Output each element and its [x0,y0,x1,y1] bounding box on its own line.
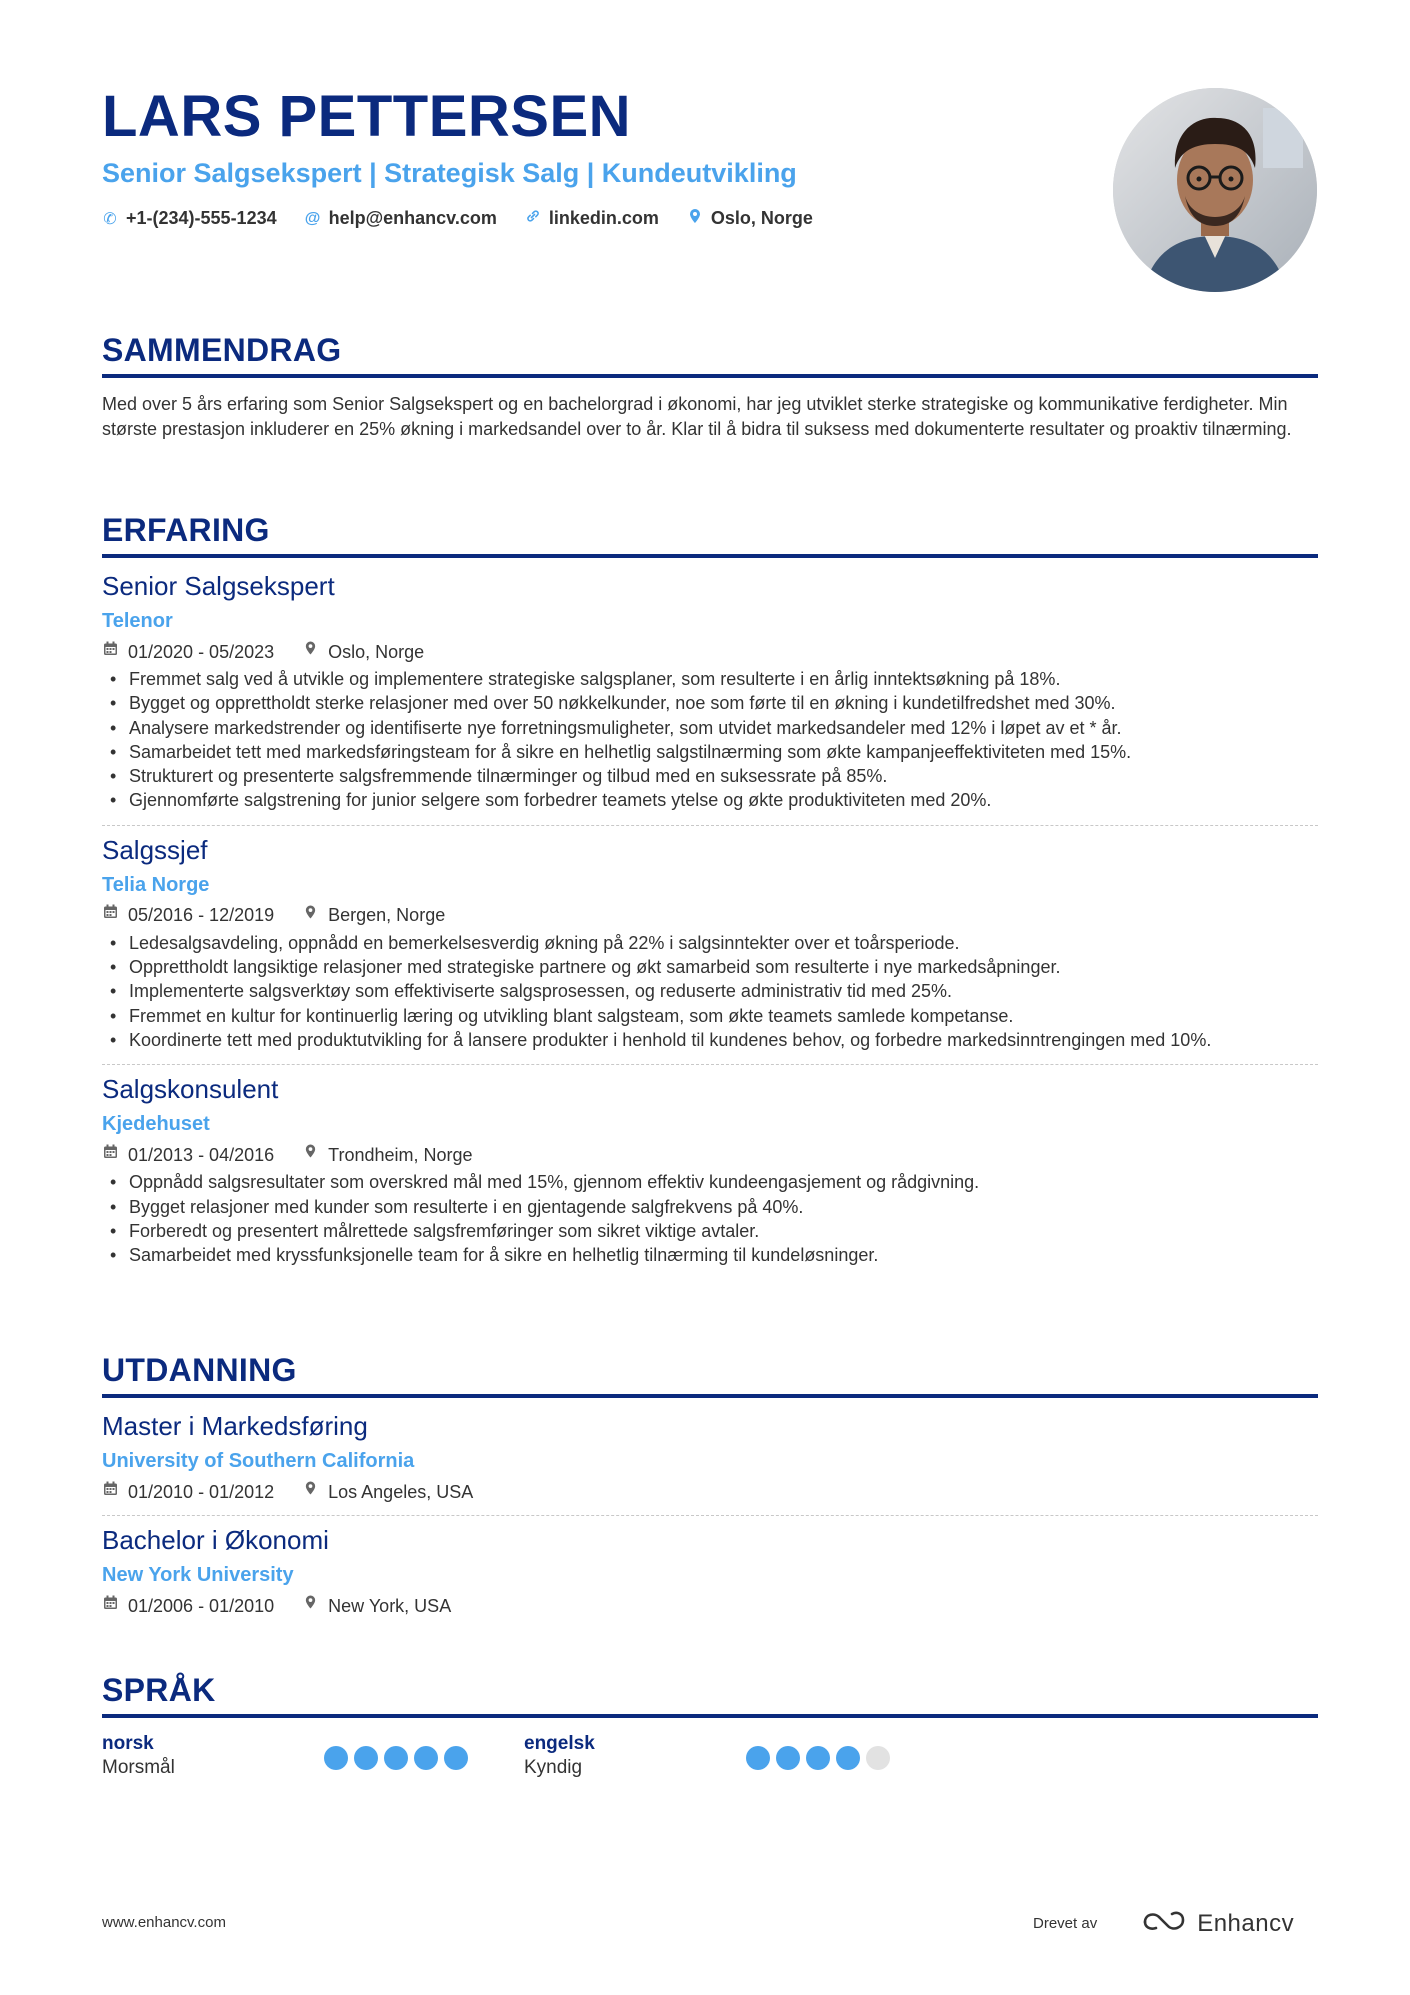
location-pin-icon [687,208,703,229]
contact-phone[interactable] [102,208,277,229]
language-text [102,1732,324,1780]
contact-bar [102,208,1082,229]
calendar-icon [102,904,118,926]
education-entry [102,1410,1318,1503]
job-location [302,904,445,927]
education-title: UTDANNING [102,1352,297,1388]
job-bullets [102,1170,1318,1267]
brand-name: Enhancv [1197,1909,1295,1937]
company-name: Telia Norge [102,873,210,896]
experience-section [102,510,1318,1267]
rating-dot-filled [806,1746,830,1770]
education-meta [102,1480,1318,1503]
calendar-icon [102,1595,118,1617]
link-icon [525,208,541,229]
degree-title: Master i Markedsføring [102,1411,368,1441]
school-name: University of Southern California [102,1450,415,1472]
job-dates [102,1144,274,1166]
job-title: Salgskonsulent [102,1074,279,1105]
job-title: Senior Salgsekspert [102,571,335,601]
profile-photo [1113,88,1317,292]
degree-title: Bachelor i Økonomi [102,1525,329,1555]
rating-dot-filled [324,1746,348,1770]
footer-branding [1033,1908,1294,1939]
experience-entry [102,834,1318,1052]
location-pin-icon [302,1480,318,1503]
dates-text: 01/2020 - 05/2023 [128,641,275,662]
summary-text: Med over 5 års erfaring som Senior Salgsekspert og en bachelorgrad i økonomi, har jeg utviklet sterke strategiske og kommunikative ferdigheter. Min største prestasjon inkluderer en 25% økning i markedsandel over to år. Klar til å bidra til suksess med dokumenterte resultater og proaktiv tilnærming. [102,394,1292,439]
job-meta [102,640,1318,663]
job-location [302,1143,472,1166]
rating-dot-filled [444,1746,468,1770]
education-dates [102,1595,274,1617]
bullet-item: • Bygget relasjoner med kunder som resulterte i en gjentagende salgfrekvens på 40%. [102,1195,1318,1219]
contact-linkedin[interactable] [525,208,659,229]
dates-text: 01/2010 - 01/2012 [128,1481,275,1502]
headline: Senior Salgsekspert | Strategisk Salg | Kundeutvikling [102,158,797,188]
dates-text: 05/2016 - 12/2019 [128,905,275,926]
entry-divider [102,825,1318,826]
bullet-item: • Bygget og opprettholdt sterke relasjoner med over 50 nøkkelkunder, noe som førte til en økning i kundetilfredshet med 30%. [102,691,1318,715]
education-meta [102,1594,1318,1617]
company-name: Kjedehuset [102,1113,210,1136]
job-meta [102,1143,1318,1166]
entry-divider [102,1515,1318,1516]
rating-dot-filled [384,1746,408,1770]
summary-section [102,330,1318,441]
job-title: Salgssjef [102,834,208,865]
bullet-item: • Fremmet en kultur for kontinuerlig læring og utvikling blant salgsteam, som økte teamets samlede kompetanse. [102,1004,1318,1028]
contact-email[interactable] [305,208,497,229]
education-location [302,1480,473,1503]
school-name: New York University [102,1564,294,1586]
entry-divider [102,1064,1318,1065]
experience-title: ERFARING [102,512,270,548]
bullet-item: • Forberedt og presentert målrettede salgsfremføringer som sikret viktige avtaler. [102,1219,1318,1243]
job-location [302,640,424,663]
contact-location [687,208,813,229]
location-text: New York, USA [328,1595,452,1616]
job-dates [102,904,274,926]
bullet-item: • Ledesalgsavdeling, oppnådd en bemerkelsesverdig økning på 22% i salgsinntekter over et toårsperiode. [102,931,1318,955]
job-meta [102,904,1318,927]
section-divider [102,1394,1318,1398]
linkedin-text: linkedin.com [548,208,659,228]
education-section [102,1350,1318,1617]
language-name: engelsk [524,1733,595,1754]
bullet-item: • Koordinerte tett med produktutvikling for å lansere produkter i henhold til kundenes behov, og forbedre markedsinntrengingen med 10%. [102,1028,1318,1052]
language-text [524,1732,746,1780]
bullet-item: • Gjennomførte salgstrening for junior selgere som forbedrer teamets ytelse og økte produktiviteten med 20%. [102,788,1318,812]
dates-text: 01/2006 - 01/2010 [128,1595,275,1616]
dates-text: 01/2013 - 04/2016 [128,1144,275,1165]
rating-dot-filled [776,1746,800,1770]
job-dates [102,641,274,663]
candidate-name: LARS PETTERSEN [102,84,632,149]
calendar-icon [102,1144,118,1166]
location-text: Oslo, Norge [710,208,813,228]
rating-dot-filled [414,1746,438,1770]
rating-dot-filled [354,1746,378,1770]
language-item [102,1732,524,1780]
bullet-item: • Samarbeidet med kryssfunksjonelle team for å sikre en helhetlig tilnærming til kundeløsninger. [102,1243,1318,1267]
at-icon: @ [304,209,321,227]
experience-entry [102,1073,1318,1267]
section-divider [102,554,1318,558]
bullet-item: • Oppnådd salgsresultater som overskred mål med 15%, gjennom effektiv kundeengasjement og rådgivning. [102,1170,1318,1194]
phone-icon: ✆ [103,210,117,228]
education-location [302,1594,451,1617]
location-pin-icon [302,904,318,927]
brand-logo[interactable] [1141,1908,1294,1939]
calendar-icon [102,1481,118,1503]
languages-section [102,1670,1318,1780]
powered-by-text: Drevet av [1033,1915,1098,1932]
location-pin-icon [302,640,318,663]
location-text: Trondheim, Norge [328,1144,473,1165]
rating-dot-empty [866,1746,890,1770]
language-rating [324,1732,468,1780]
bullet-item: • Opprettholdt langsiktige relasjoner med strategiske partnere og økt samarbeid som resulterte i nye markedsåpninger. [102,955,1318,979]
job-bullets [102,931,1318,1052]
language-rating [746,1732,890,1780]
footer-website[interactable]: www.enhancv.com [102,1914,226,1931]
enhancv-logo-icon [1141,1908,1187,1939]
experience-entry [102,570,1318,813]
location-text: Bergen, Norge [328,905,446,926]
section-divider [102,1714,1318,1718]
section-divider [102,374,1318,378]
education-entry [102,1524,1318,1617]
rating-dot-filled [836,1746,860,1770]
languages-title: SPRÅK [102,1672,216,1708]
location-pin-icon [302,1594,318,1617]
company-name: Telenor [102,610,173,632]
education-dates [102,1481,274,1503]
language-level: Morsmål [102,1757,175,1778]
header [102,84,1082,229]
bullet-item: • Analysere markedstrender og identifiserte nye forretningsmuligheter, som utvidet markedsandeler med 12% i løpet av et * år. [102,716,1318,740]
language-level: Kyndig [524,1757,583,1778]
language-name: norsk [102,1733,154,1754]
calendar-icon [102,641,118,663]
rating-dot-filled [746,1746,770,1770]
language-item [524,1732,946,1780]
bullet-item: • Strukturert og presenterte salgsfremmende tilnærminger og tilbud med en suksessrate på 85%. [102,764,1318,788]
summary-title: SAMMENDRAG [102,332,342,368]
location-pin-icon [302,1143,318,1166]
phone-text: +1-(234)-555-1234 [126,208,277,228]
location-text: Los Angeles, USA [328,1481,474,1502]
email-text: help@enhancv.com [328,208,497,228]
language-list [102,1732,1318,1780]
bullet-item: • Fremmet salg ved å utvikle og implementere strategiske salgsplaner, som resulterte i en årlig inntektsøkning på 18%. [102,667,1318,691]
location-text: Oslo, Norge [328,641,425,662]
job-bullets [102,667,1318,813]
bullet-item: • Samarbeidet tett med markedsføringsteam for å sikre en helhetlig salgstilnærming som økte kampanjeeffektiviteten med 15%. [102,740,1318,764]
bullet-item: • Implementerte salgsverktøy som effektiviserte salgsprosessen, og reduserte administrativ tid med 25%. [102,979,1318,1003]
